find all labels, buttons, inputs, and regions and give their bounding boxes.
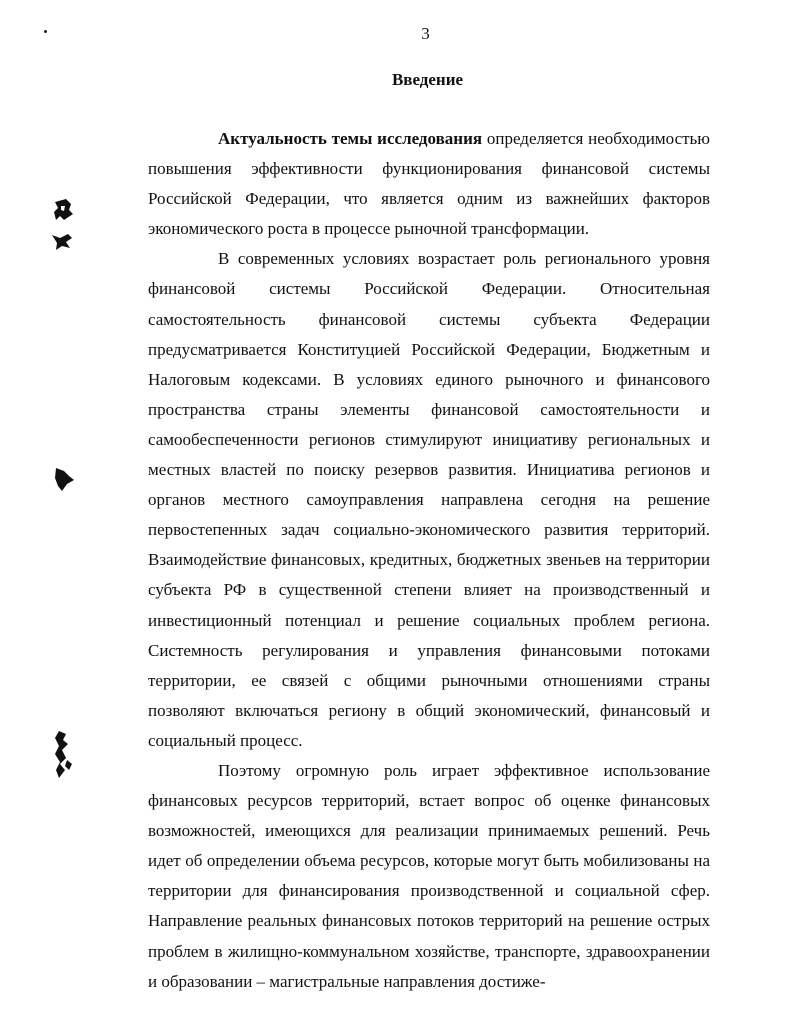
scan-blot-mark xyxy=(50,232,74,252)
paragraph-3: Поэтому огромную роль играет эффективное использование финансовых ресурсов территорий, встает вопрос об оценке финансовых возможностей, имеющихся для реализации принимаемых решений. Речь идет об определении объема ресурсов, которые могут быть мобилизованы на территории для финансирования производственной и социальной сфер. Направление реальных финансовых потоков территорий на решение острых проблем в жилищно-коммунальном хозяйстве, транспорте, здравоохранении и образовании – магистральные направления достиже- xyxy=(148,760,710,991)
paragraph-1 xyxy=(148,124,710,244)
scan-blot-mark xyxy=(52,466,76,494)
paragraph-lead: Актуальность темы исследования xyxy=(218,129,483,148)
scan-speck xyxy=(44,30,47,33)
scan-blot-mark xyxy=(50,728,76,782)
page-number: 3 xyxy=(421,24,430,43)
body-text xyxy=(148,124,710,997)
paragraph-2: В современных условиях возрастает роль регионального уровня финансовой системы Российской Федерации. Относительная самостоятельность финансовой системы субъекта Федерации предусматривается Конституцией Российской Федерации, Бюджетным и Налоговым кодексами. В условиях единого рыночного и финансового пространства страны элементы финансовой самостоятельности и самообеспеченности регионов стимулируют инициативу региональных и местных властей по поиску резервов развития. Инициатива регионов и органов местного самоуправления направлена сегодня на решение первостепенных задач социально-экономического развития территорий. Взаимодействие финансовых, кредитных, бюджетных звеньев на территории субъекта РФ в существенной степени влияет на производственный и инвестиционный потенциал и решение социальных проблем региона. Системность регулирования и управления финансовыми потоками территории, ее связей с общими рыночными отношениями страны позволяют включаться региону в общий экономический, финансовый и социальный процесс. xyxy=(148,249,710,750)
paragraph-text: определяется необходимостью повышения эффективности функционирования финансовой системы Российской Федерации, что является одним из важнейших факторов экономического роста в процессе рыночной трансформации. xyxy=(148,129,711,239)
section-title: Введение xyxy=(391,70,464,89)
scan-blot-mark xyxy=(52,198,74,224)
